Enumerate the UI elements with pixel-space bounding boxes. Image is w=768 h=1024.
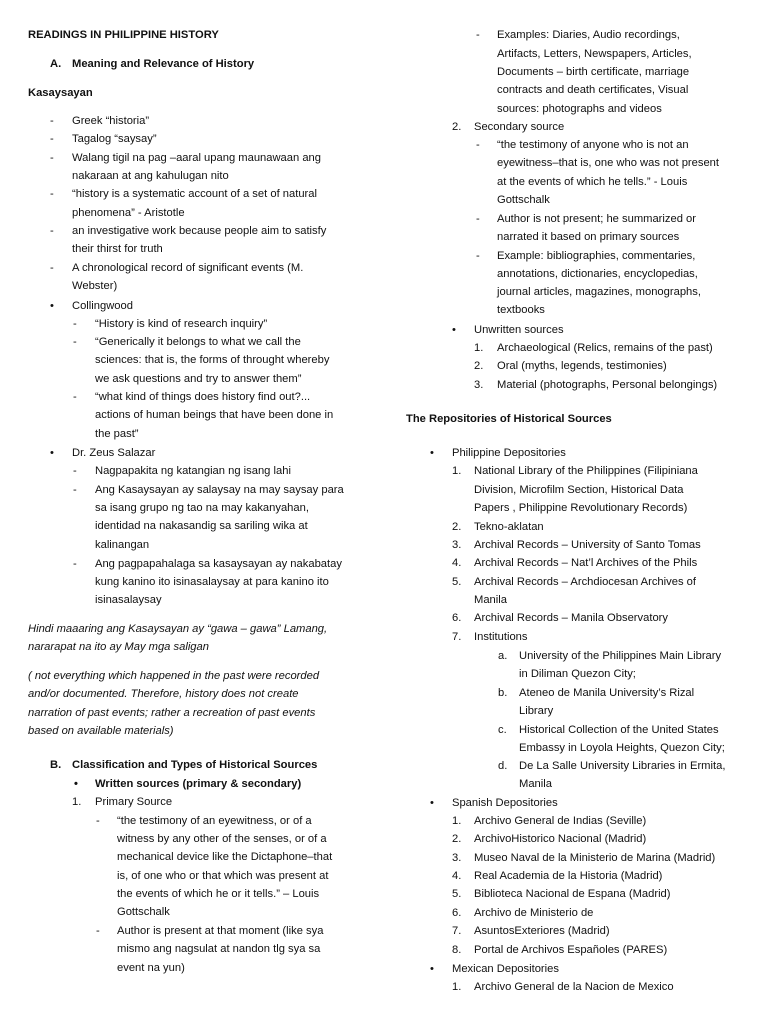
primary-line: mechanical device like the Dictaphone–that	[117, 851, 333, 863]
left-line: nakaraan at ang kahulugan nito	[72, 170, 229, 182]
left-marker: -	[73, 465, 77, 477]
repo-line: Embassy in Loyola Heights, Quezon City;	[519, 742, 725, 754]
left-marker: •	[50, 447, 54, 459]
repo-marker: 5.	[452, 576, 462, 588]
repo-line: Manila	[474, 594, 507, 606]
right-line: Artifacts, Letters, Newspapers, Articles,	[497, 48, 692, 60]
right-marker: 3.	[474, 379, 484, 391]
left-line: Collingwood	[72, 300, 133, 312]
repo-line: University of the Philippines Main Library	[519, 650, 722, 662]
left-line: “history is a systematic account of a set of natural	[72, 188, 317, 200]
right-line: Archaeological (Relics, remains of the past)	[497, 342, 713, 354]
left-line: sciences: that is, the forms of throught whereby	[95, 354, 330, 366]
repo-marker: 5.	[452, 888, 462, 900]
left-line: their thirst for truth	[72, 243, 163, 255]
repo-line: in Diliman Quezon City;	[519, 668, 636, 680]
left-marker: •	[50, 300, 54, 312]
right-marker: -	[476, 139, 480, 151]
primary-line: mismo ang nagsulat at nandon tlg sya sa	[117, 943, 321, 955]
right-marker: -	[476, 250, 480, 262]
repo-line: Biblioteca Nacional de Espana (Madrid)	[474, 888, 671, 900]
repo-marker: d.	[498, 760, 508, 772]
repo-line: Ateneo de Manila University’s Rizal	[519, 687, 695, 699]
left-line: Greek “historia”	[72, 115, 150, 127]
repo-line: Archival Records – University of Santo Tomas	[474, 539, 701, 551]
repo-marker: •	[430, 447, 434, 459]
italic-note-2-line-4: based on available materials)	[28, 725, 174, 737]
left-marker: -	[73, 558, 77, 570]
repo-marker: c.	[498, 724, 507, 736]
left-line: Ang Kasaysayan ay salaysay na may saysay para	[95, 484, 344, 496]
italic-note-1-line-2: nararapat na ito ay May mga saligan	[28, 641, 209, 653]
repo-marker: 1.	[452, 465, 462, 477]
written-bullet: •	[74, 778, 78, 790]
right-line: Author is not present; he summarized or	[497, 213, 696, 225]
repo-line: Portal de Archivos Españoles (PARES)	[474, 944, 668, 956]
repo-marker: 7.	[452, 631, 462, 643]
right-marker: •	[452, 324, 456, 336]
repo-marker: 2.	[452, 833, 462, 845]
repo-marker: 2.	[452, 521, 462, 533]
repo-line: ArchivoHistorico Nacional (Madrid)	[474, 833, 647, 845]
left-marker: -	[50, 188, 54, 200]
repo-marker: 3.	[452, 539, 462, 551]
repo-line: Archival Records – Nat’l Archives of the Phils	[474, 557, 698, 569]
repo-marker: 1.	[452, 815, 462, 827]
document-title: READINGS IN PHILIPPINE HISTORY	[28, 29, 219, 41]
left-marker: -	[73, 484, 77, 496]
left-line: sa isang grupo ng tao na may kakanyahan,	[95, 502, 309, 514]
repo-marker: a.	[498, 650, 508, 662]
repo-marker: 1.	[452, 981, 462, 993]
left-line: Dr. Zeus Salazar	[72, 447, 156, 459]
italic-note-2-line-3: narration of past events; rather a recreation of past events	[28, 707, 316, 719]
left-marker: -	[73, 391, 77, 403]
primary-line: Gottschalk	[117, 906, 170, 918]
right-marker: 2.	[474, 360, 484, 372]
primary-line: event na yun)	[117, 962, 185, 974]
right-line: eyewitness–that is, one who was not present	[497, 157, 720, 169]
left-line: actions of human beings that have been done in	[95, 409, 334, 421]
repo-line: Division, Microfilm Section, Historical Data	[474, 484, 684, 496]
primary-line: Author is present at that moment (like sya	[117, 925, 324, 937]
right-line: Documents – birth certificate, marriage	[497, 66, 690, 78]
left-marker: -	[73, 318, 77, 330]
repo-line: Archivo General de la Nacion de Mexico	[474, 981, 674, 993]
repo-line: Institutions	[474, 631, 528, 643]
right-line: textbooks	[497, 304, 545, 316]
primary-marker: 1.	[72, 796, 82, 808]
left-line: phenomena” - Aristotle	[72, 207, 185, 219]
repo-line: Spanish Depositories	[452, 797, 558, 809]
right-line: narrated it based on primary sources	[497, 231, 680, 243]
primary-source-label: Primary Source	[95, 796, 173, 808]
italic-note-2-line-1: ( not everything which happened in the past were recorded	[28, 670, 320, 682]
primary-marker: -	[96, 925, 100, 937]
italic-note-1-line-1: Hindi maaaring ang Kasaysayan ay “gawa – gawa” Lamang,	[28, 623, 328, 635]
left-line: “History is kind of research inquiry”	[95, 318, 268, 330]
right-line: Unwritten sources	[474, 324, 564, 336]
left-line: kalinangan	[95, 539, 150, 551]
left-marker: -	[73, 336, 77, 348]
repo-marker: •	[430, 963, 434, 975]
right-line: Oral (myths, legends, testimonies)	[497, 360, 667, 372]
primary-line: witness by any other of the senses, or of a	[117, 833, 327, 845]
repo-line: Manila	[519, 778, 552, 790]
left-line: the past”	[95, 428, 139, 440]
repo-marker: 3.	[452, 852, 462, 864]
right-marker: -	[476, 213, 480, 225]
repo-marker: 4.	[452, 557, 462, 569]
repo-marker: 6.	[452, 612, 462, 624]
left-line: Tagalog “saysay”	[72, 133, 157, 145]
right-line: Example: bibliographies, commentaries,	[497, 250, 696, 262]
right-marker: 1.	[474, 342, 484, 354]
repo-marker: 4.	[452, 870, 462, 882]
right-line: “the testimony of anyone who is not an	[497, 139, 689, 151]
left-marker: -	[50, 133, 54, 145]
primary-line: “the testimony of an eyewitness, or of a	[117, 815, 312, 827]
repo-line: Archival Records – Manila Observatory	[474, 612, 668, 624]
repo-line: Archivo de Ministerio de	[474, 907, 594, 919]
right-line: Material (photographs, Personal belongings)	[497, 379, 718, 391]
repo-line: Tekno-aklatan	[474, 521, 544, 533]
left-line: identidad na nakasandig sa sariling wika at	[95, 520, 308, 532]
left-line: A chronological record of significant events (M.	[72, 262, 304, 274]
primary-marker: -	[96, 815, 100, 827]
repo-marker: 8.	[452, 944, 462, 956]
left-marker: -	[50, 152, 54, 164]
left-line: “what kind of things does history find out?...	[95, 391, 311, 403]
repo-marker: 6.	[452, 907, 462, 919]
repo-line: De La Salle University Libraries in Ermita,	[519, 760, 726, 772]
repo-line: National Library of the Philippines (Filipiniana	[474, 465, 698, 477]
left-line: Walang tigil na pag –aaral upang maunawaan ang	[72, 152, 321, 164]
left-marker: -	[50, 262, 54, 274]
repositories-heading: The Repositories of Historical Sources	[406, 413, 612, 425]
section-a-title: Meaning and Relevance of History	[72, 58, 255, 70]
left-line: “Generically it belongs to what we call the	[95, 336, 301, 348]
right-line: Examples: Diaries, Audio recordings,	[497, 29, 680, 41]
primary-line: the events of which he or it tells.” – Louis	[117, 888, 320, 900]
right-line: Gottschalk	[497, 194, 550, 206]
primary-line: is, of one who or that which was present at	[117, 870, 329, 882]
right-marker: -	[476, 29, 480, 41]
repo-line: Historical Collection of the United States	[519, 724, 719, 736]
left-marker: -	[50, 115, 54, 127]
left-line: Nagpapakita ng katangian ng isang lahi	[95, 465, 291, 477]
repo-line: Philippine Depositories	[452, 447, 566, 459]
repo-line: Papers , Philippine Revolutionary Records)	[474, 502, 688, 514]
right-line: contracts and death certificates, Visual	[497, 84, 689, 96]
repo-marker: b.	[498, 687, 508, 699]
left-marker: -	[50, 225, 54, 237]
repo-line: Museo Naval de la Ministerio de Marina (Madrid)	[474, 852, 716, 864]
right-line: at the events of which he tells.” - Louis	[497, 176, 688, 188]
left-line: Ang pagpapahalaga sa kasaysayan ay nakabatay	[95, 558, 342, 570]
right-line: journal articles, magazines, monographs,	[497, 286, 701, 298]
repo-line: AsuntosExteriores (Madrid)	[474, 925, 610, 937]
repo-line: Real Academia de la Historia (Madrid)	[474, 870, 663, 882]
section-a-marker: A.	[50, 58, 62, 70]
left-line: kung kanino ito isinasalaysay at para kanino ito	[95, 576, 329, 588]
right-marker: 2.	[452, 121, 462, 133]
repo-line: Mexican Depositories	[452, 963, 559, 975]
left-line: an investigative work because people aim to satisfy	[72, 225, 327, 237]
repo-line: Archival Records – Archdiocesan Archives of	[474, 576, 696, 588]
right-line: annotations, dictionaries, encyclopedias,	[497, 268, 698, 280]
repo-marker: 7.	[452, 925, 462, 937]
left-line: we ask questions and try to answer them”	[95, 373, 302, 385]
written-sources-label: Written sources (primary & secondary)	[95, 778, 302, 790]
right-line: Secondary source	[474, 121, 565, 133]
repo-marker: •	[430, 797, 434, 809]
repo-line: Library	[519, 705, 554, 717]
left-line: Webster)	[72, 280, 118, 292]
repo-line: Archivo General de Indias (Seville)	[474, 815, 647, 827]
section-b-marker: B.	[50, 759, 62, 771]
italic-note-2-line-2: and/or documented. Therefore, history does not create	[28, 688, 299, 700]
section-b-title: Classification and Types of Historical Sources	[72, 759, 318, 771]
kasaysayan-heading: Kasaysayan	[28, 87, 93, 99]
left-line: isinasalaysay	[95, 594, 162, 606]
right-line: sources: photographs and videos	[497, 103, 662, 115]
